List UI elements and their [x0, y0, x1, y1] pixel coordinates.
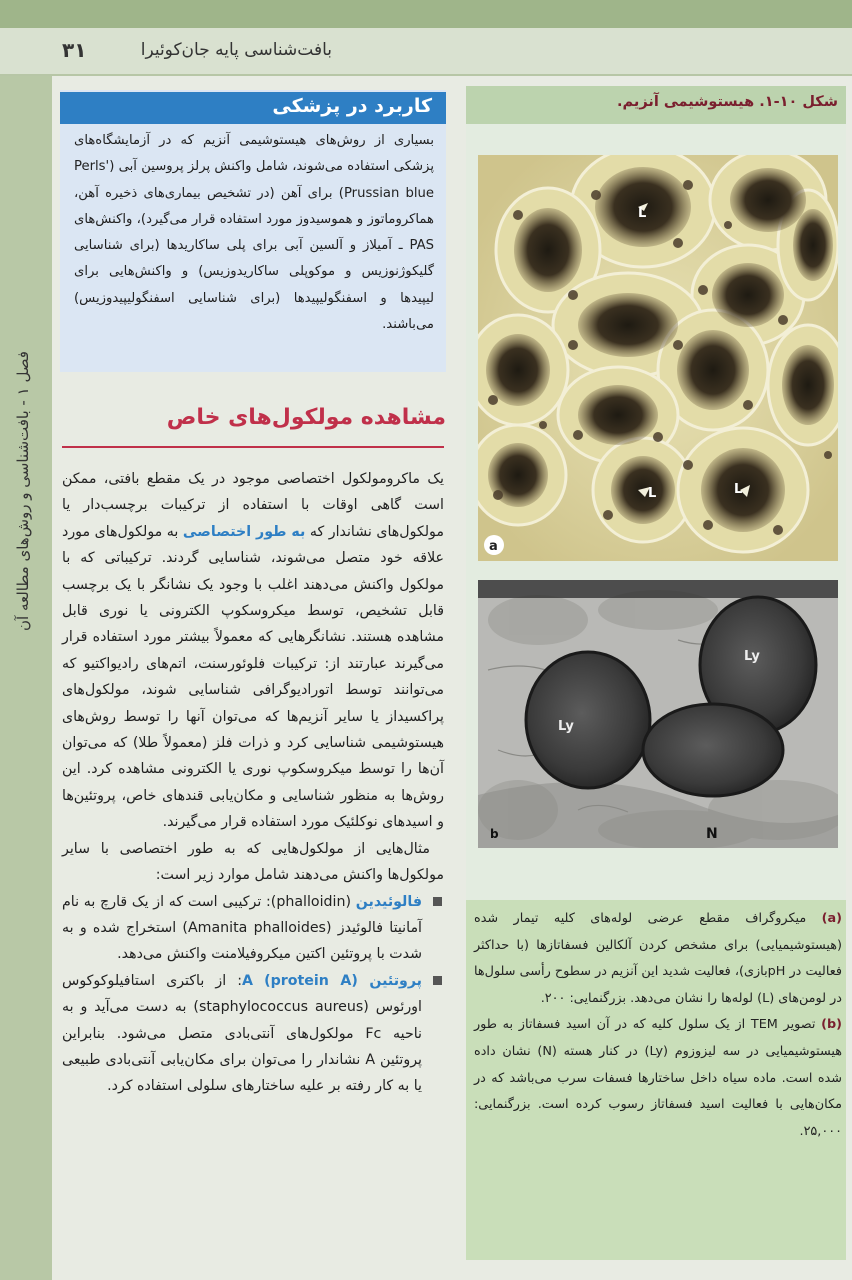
micrograph-a-image — [478, 155, 838, 561]
panel-a-letter: a — [489, 539, 498, 554]
lysosome-3 — [643, 704, 783, 796]
paragraph-2: مثال‌هایی از مولکول‌هایی که به طور اختصاصی با سایر مولکول‌ها واکنش می‌دهند شامل موارد زیر است: — [62, 840, 444, 884]
lysosome-1 — [526, 652, 650, 788]
page-number: ۳۱ — [62, 38, 87, 62]
bullet-text: : از باکتری استافیلوکوکوس اورئوس (staphylococcus aureus) به دست می‌آید و به ناحیه Fc مولکول‌های آنتی‌بادی متصل می‌شود. بنابراین پروتئین A نشاندار را می‌توان برای مکان‌یابی آنتی‌بادی طبیعی یا به کار رفته بر علیه ساختارهای سلولی استفاده کرد. — [62, 972, 422, 1095]
micrograph-b-image — [478, 580, 838, 848]
figure-caption-text — [474, 906, 842, 1145]
caption-a — [474, 906, 842, 1012]
panel-b-letter: b — [490, 827, 499, 841]
lumen-label: L — [638, 206, 647, 221]
bullet-protein-a — [62, 968, 444, 1100]
section-rule — [62, 446, 444, 448]
chapter-side-band — [0, 76, 52, 1280]
bullet-term: فالوئیدین — [355, 893, 422, 910]
chapter-label: فصل ۱ - بافت‌شناسی و روش‌های مطالعه آن — [14, 351, 32, 631]
caption-b-text: تصویر TEM از یک سلول کلیه که در آن اسید فسفاتاز به طور هیستوشیمیایی در سه لیزوزوم (Ly) در کنار هسته (N) نشان داده شده است. ماده سیاه داخل ساختارها فسفات سرب می‌باشد که در مکان‌هایی با فعالیت اسید فسفاتاز رسوب کرده است. بزرگنمایی: ۲۵,۰۰۰. — [474, 1017, 843, 1139]
highlight-phrase: به طور اختصاصی — [182, 523, 306, 540]
bullet-square-icon — [433, 976, 442, 985]
lumen-label: L — [734, 482, 743, 497]
clinical-body-text: بسیاری از روش‌های هیستوشیمی آنزیم که در آزمایشگاه‌های پزشکی استفاده می‌شوند، شامل واکنش پرلز پروسین آبی (Perls' Prussian blue) برای آهن (در تشخیص بیماری‌های ذخیره آهن، هماکروماتوز و هموسیدوز مورد استفاده قرار می‌گیرد)، واکنش‌های PAS ـ آمیلاز و آلسین آبی برای پلی ساکاریدها (برای شناسایی گلیکوژنوزیس و موکوپلی ساکاریدوزیس) و واکنش‌هایی برای لیپیدها و اسفنگولیپیدها (برای شناسایی اسفنگولیپیدوزیس) می‌باشند. — [74, 133, 434, 333]
caption-a-label: (a) — [821, 911, 842, 926]
caption-a-text: میکروگراف مقطع عرضی لوله‌های کلیه تیمار شده (هیستوشیمیایی) برای مشخص کردن آلکالین فسفاتازها (با حداکثر فعالیت در pHبازی)، فعالیت شدید این آنزیم در سطوح رأسی سلول‌ها در لومن‌های (L) لوله‌ها را نشان می‌دهد. بزرگنمایی: ۲۰۰. — [474, 911, 843, 1006]
caption-b-label: (b) — [821, 1017, 842, 1033]
lumen-label: L — [648, 486, 657, 501]
bullet-latin: (protein A) — [264, 972, 358, 989]
figure-caption-box — [466, 900, 846, 1260]
nucleus-label: N — [706, 826, 718, 842]
lysosome-label: Ly — [558, 719, 574, 734]
micrograph-a — [478, 155, 838, 561]
main-body — [62, 466, 444, 1100]
figure-caption-title: شکل ۱۰-۱. هیستوشیمی آنزیم. — [617, 94, 838, 110]
paragraph-1 — [62, 466, 444, 836]
top-color-strip — [0, 0, 852, 28]
bullet-phalloidin — [62, 889, 444, 968]
bullet-square-icon — [433, 897, 442, 906]
clinical-application-box — [60, 90, 446, 372]
clinical-title: کاربرد در پزشکی — [272, 95, 432, 117]
bullet-text: : ترکیبی است که از یک قارچ به نام آمانیتا فالوئیدز (Amanita phalloides) استخراج شده و به شدت با پروتئین اکتین میکروفیلامنت واکنش می‌دهد. — [62, 893, 422, 963]
figure-caption-header — [466, 86, 846, 124]
section-title: مشاهده مولکول‌های خاص — [166, 405, 446, 430]
bullet-latin: (phalloidin) — [270, 893, 352, 910]
micrograph-b — [478, 580, 838, 848]
paragraph-1-text-a: یک ماکرومولکول اختصاصی موجود در یک مقطع بافتی، ممکن است گاهی اوقات با استفاده از ترکیبات برچسب‌دار یا مولکول‌های نشاندار که — [62, 471, 444, 540]
paragraph-1-text-b: به مولکول‌های مورد علاقه خود متصل می‌شوند، شناسایی گردند. ترکیباتی که با مولکول واکنش می‌دهند اغلب با وجود یک نشانگر با یک برچسب قابل تشخیص، توسط میکروسکوپ الکترونی یا نوری قابل مشاهده هستند. نشانگرهایی که معمولاً بیشتر مورد استفاده قرار می‌گیرند عبارتند از: ترکیبات فلوئورسنت، اتم‌های رادیواکتیو که می‌توانند توسط اتورادیوگرافی شناسایی شوند، مولکول‌های پراکسیداز یا سایر آنزیم‌ها که می‌توان آنها را توسط روش‌های هیستوشیمی شناسایی کرد و ذرات فلز (معمولاً طلا) که می‌توان آن‌ها را توسط میکروسکوپ نوری یا الکترونی مشاهده کرد. این روش‌ها به منظور شناسایی و مکان‌یابی قندهای خاص، پروتئین‌ها و اسیدهای نوکلئیک مورد استفاده قرار می‌گیرند. — [62, 523, 444, 831]
clinical-title-bar — [60, 92, 446, 124]
lysosome-label: Ly — [744, 649, 760, 664]
running-head: بافت‌شناسی پایه جان‌کوئیرا — [140, 40, 332, 60]
page-header — [0, 28, 852, 76]
caption-b — [474, 1012, 842, 1145]
bullet-term: پروتئین A — [242, 972, 422, 989]
